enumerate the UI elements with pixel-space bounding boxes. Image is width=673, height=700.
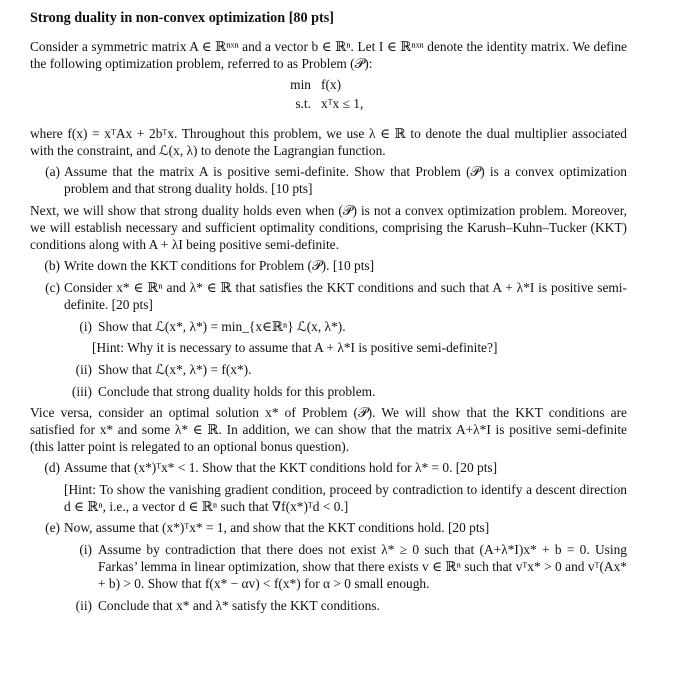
part-b-label: (b) [44,258,60,273]
part-c-iii-label: (iii) [71,384,92,399]
part-e-ii [64,597,627,614]
part-c-i [64,318,627,335]
problem-title: Strong duality in non-convex optimization [80 pts] [30,10,335,26]
part-d-hint: [Hint: To show the vanishing gradient condition, proceed by contradiction to identify a descent direction d ∈ ℝⁿ, i.e., a vector d ∈ ℝⁿ such that ∇f(x*)ᵀd < 0.] [64,482,627,514]
part-c-label: (c) [45,280,60,295]
part-c-ii-label: (ii) [75,362,92,377]
part-d [30,459,627,476]
part-a-label: (a) [45,164,60,179]
objective-row [277,75,627,94]
vice-versa-paragraph: Vice versa, consider an optimal solution x* of Problem (𝒫). We will show that the KKT conditions are satisfied for x* and some λ* ∈ ℝ. In addition, we can show that the matrix A+λ*I is positive semi-definite (this latter point is relegated to an optional bonus question). [30,405,627,454]
part-e-i-text: Assume by contradiction that there does not exist λ* ≥ 0 such that (A+λ*I)x* + b = 0. Using Farkas’ lemma in linear optimization, show that there exists v ∈ ℝⁿ such that vᵀx* > 0 and vᵀ(Ax* + b) > 0. Show that f(x* − αv) < f(x*) for α > 0 small enough. [98,542,627,591]
min-label: min [290,77,311,92]
optimization-problem [277,75,627,113]
part-d-label: (d) [44,460,60,475]
part-e-ii-label: (ii) [75,598,92,613]
next-paragraph: Next, we will show that strong duality holds even when (𝒫) is not a convex optimization problem. Moreover, we will establish necessary and sufficient optimality conditions, comprising the Karush–Kuhn–Tucker (KKT) conditions along with A + λI being positive semi-definite. [30,203,627,252]
part-e-ii-text: Conclude that x* and λ* satisfy the KKT conditions. [98,598,380,613]
part-c-i-text: Show that ℒ(x*, λ*) = min_{x∈ℝⁿ} ℒ(x, λ*). [98,319,346,334]
part-e [30,519,627,536]
part-c-ii-text: Show that ℒ(x*, λ*) = f(x*). [98,362,252,377]
part-c [30,279,627,313]
constraint-row [277,94,627,113]
part-b-text: Write down the KKT conditions for Problem (𝒫). [10 pts] [64,258,375,273]
part-e-label: (e) [45,520,60,535]
where-paragraph: where f(x) = xᵀAx + 2bᵀx. Throughout this problem, we use λ ∈ ℝ to denote the dual multiplier associated with the constraint, and ℒ(x, λ) to denote the Lagrangian function. [30,126,627,158]
part-c-iii [64,383,627,400]
st-label: s.t. [295,96,311,111]
part-a [30,163,627,197]
part-e-text: Now, assume that (x*)ᵀx* = 1, and show that the KKT conditions hold. [20 pts] [64,520,490,535]
constraint: xᵀx ≤ 1, [321,96,364,111]
part-c-ii [64,361,627,378]
part-c-i-label: (i) [79,319,92,334]
intro-paragraph: Consider a symmetric matrix A ∈ ℝⁿˣⁿ and a vector b ∈ ℝⁿ. Let I ∈ ℝⁿˣⁿ denote the identity matrix. We define the following optimization problem, referred to as Problem (𝒫): [30,39,627,71]
part-a-text: Assume that the matrix A is positive semi-definite. Show that Problem (𝒫) is a convex optimization problem and that strong duality holds. [10 pts] [64,164,627,196]
part-c-hint: [Hint: Why it is necessary to assume that A + λ*I is positive semi-definite?] [92,340,498,355]
part-c-iii-text: Conclude that strong duality holds for this problem. [98,384,376,399]
part-b [30,257,627,274]
part-e-i-label: (i) [79,542,92,557]
part-e-i [64,541,627,592]
part-d-text: Assume that (x*)ᵀx* < 1. Show that the KKT conditions hold for λ* = 0. [20 pts] [64,460,498,475]
objective: f(x) [321,77,342,92]
part-c-text: Consider x* ∈ ℝⁿ and λ* ∈ ℝ that satisfies the KKT conditions and such that A + λ*I is positive semi-definite. [20 pts] [64,280,627,312]
